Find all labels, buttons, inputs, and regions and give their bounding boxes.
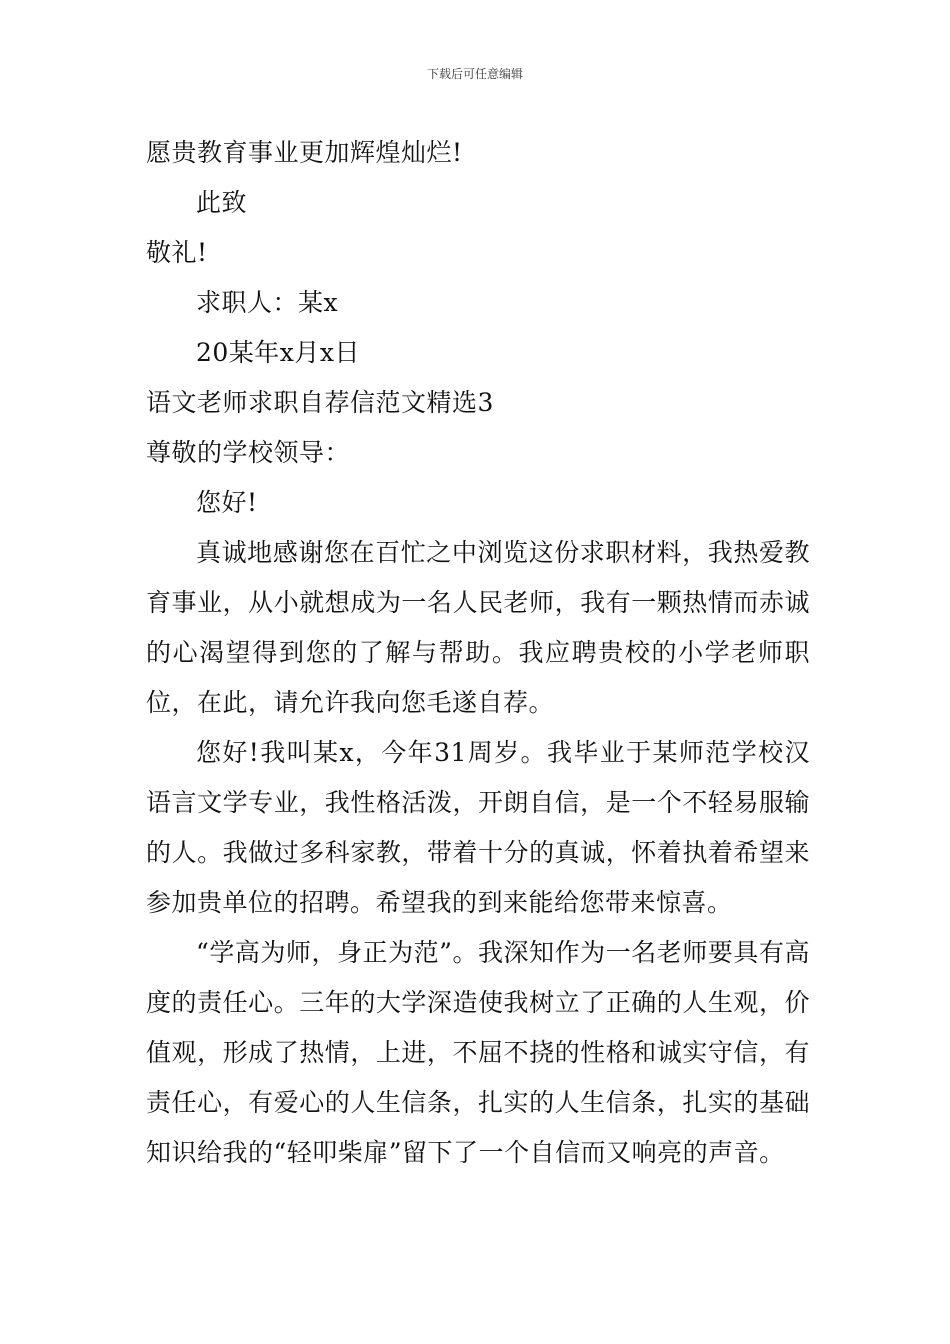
closing-wish: 愿贵教育事业更加辉煌灿烂! bbox=[146, 138, 463, 167]
greeting: 您好! bbox=[196, 488, 258, 517]
closing-phrase: 此致 bbox=[196, 188, 248, 217]
section-title: 语文老师求职自荐信范文精选3 bbox=[146, 388, 494, 417]
salutation: 尊敬的学校领导： bbox=[146, 438, 351, 467]
applicant-name: 求职人：某x bbox=[196, 288, 339, 317]
page-header: 下载后可任意编辑 bbox=[426, 67, 523, 81]
paragraph-1: 真诚地感谢您在百忙之中浏览这份求职材料，我热爱教育事业，从小就想成为一名人民老师，我有一颗热情而赤诚的心渴望得到您的了解与帮助。我应聘贵校的小学老师职位，在此，请允许我向您毛遂自荐。 bbox=[146, 538, 810, 717]
letter-date: 20某年x月x日 bbox=[196, 338, 361, 367]
letter-body bbox=[146, 128, 810, 1178]
paragraph-2: 您好!我叫某x，今年31周岁。我毕业于某师范学校汉语言文学专业，我性格活泼，开朗自信，是一个不轻易服输的人。我做过多科家教，带着十分的真诚，怀着执着希望来参加贵单位的招聘。希望我的到来能给您带来惊喜。 bbox=[146, 738, 810, 917]
salute: 敬礼! bbox=[146, 238, 208, 267]
paragraph-3: “学高为师，身正为范”。我深知作为一名老师要具有高度的责任心。三年的大学深造使我树立了正确的人生观，价值观，形成了热情，上进，不屈不挠的性格和诚实守信，有责任心，有爱心的人生信条，扎实的人生信条，扎实的基础知识给我的“轻叩柴扉”留下了一个自信而又响亮的声音。 bbox=[146, 938, 810, 1167]
